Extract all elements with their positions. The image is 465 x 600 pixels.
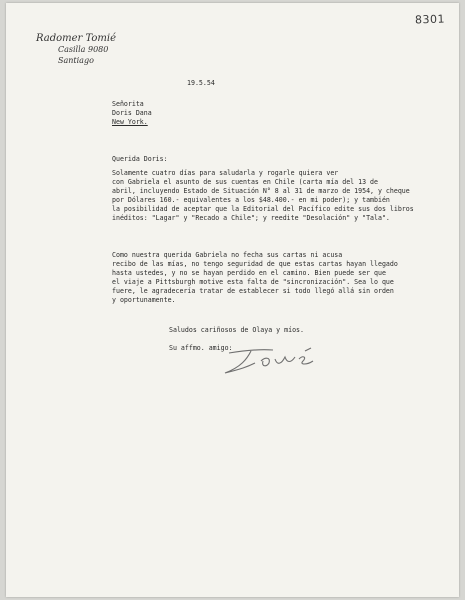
signoff: Su affmo. amigo: xyxy=(169,344,233,352)
text-line: Solamente cuatro días para saludarla y rogarle quiera ver xyxy=(112,169,339,177)
text-line: por Dólares 160.- equivalentes a los $48.400.- en mi poder); y también xyxy=(112,195,390,204)
text-line: con Gabriela el asunto de sus cuentas en Chile (carta mía del 13 de xyxy=(112,177,378,186)
text-line: el viaje a Pittsburgh motive esta falta de "sincronización". Sea lo que xyxy=(112,277,394,286)
paragraph-2 xyxy=(112,251,430,304)
letterhead-city: Santiago xyxy=(58,56,94,65)
text-line: hasta ustedes, y no se hayan perdido en el camino. Bien puede ser que xyxy=(112,268,386,277)
recipient-title: Señorita xyxy=(112,100,144,108)
letterhead-name: Radomer Tomié xyxy=(36,33,117,44)
letterhead-address: Casilla 9080 xyxy=(58,45,109,54)
archive-number: 8301 xyxy=(414,12,446,27)
salutation: Querida Doris: xyxy=(112,155,168,163)
letter-page xyxy=(6,3,459,597)
handwritten-signature xyxy=(211,339,331,379)
paragraph-1 xyxy=(112,169,430,222)
text-line: y oportunamente. xyxy=(112,295,176,304)
recipient-city: New York. xyxy=(112,118,148,126)
text-line: Como nuestra querida Gabriela no fecha sus cartas ni acusa xyxy=(112,251,343,259)
letterhead xyxy=(36,33,116,66)
text-line: fuere, le agradecería tratar de establecer si todo llegó allá sin orden xyxy=(112,286,394,295)
recipient-name: Doris Dana xyxy=(112,109,152,117)
text-line: inéditos: "Lagar" y "Recado a Chile"; y reedite "Desolación" y "Tala". xyxy=(112,213,390,222)
text-line: la posibilidad de aceptar que la Editorial del Pacífico edite sus dos libros xyxy=(112,204,414,213)
letter-date: 19.5.54 xyxy=(187,79,215,87)
text-line: recibo de las mías, no tengo seguridad de que estas cartas hayan llegado xyxy=(112,259,398,268)
closing-greeting: Saludos cariñosos de Olaya y míos. xyxy=(169,326,304,334)
text-line: abril, incluyendo Estado de Situación N° 8 al 31 de marzo de 1954, y cheque xyxy=(112,186,410,195)
recipient-block xyxy=(112,100,152,127)
